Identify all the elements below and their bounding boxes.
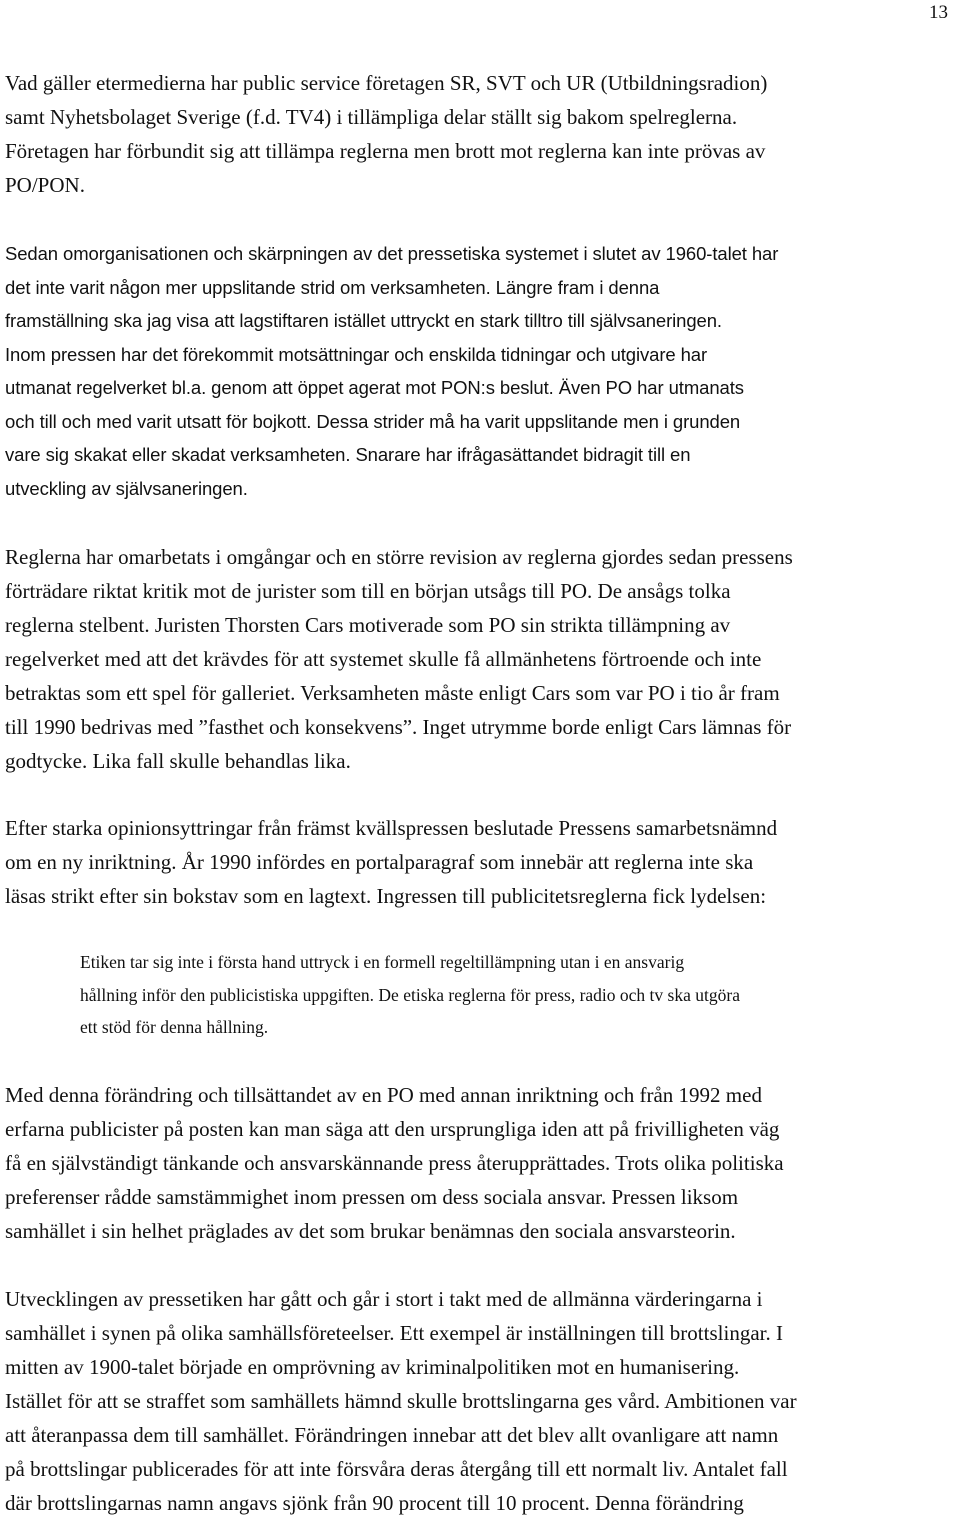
- paragraph-press-ethics-development: Utvecklingen av pressetiken har gått och går i stort i takt med de allmänna värderingarna i samhället i synen på olika samhällsföreteelser. Ett exempel är inställningen till brottslingar. I mitten av 1900-talet började en omprövning av kriminalpolitiken mot en humanisering. Istället för att se straffet som samhällets hämnd skulle brottslingarna ges vård. Ambitionen var att återanpassa dem till samhället. Förändringen innebar att det blev allt ovanligare att namn på brottslingar publicerades för att inte försvåra deras återgång till ett normalt liv. Antalet fall där brottslingarnas namn angavs sjönk från 90 procent till 10 procent. Denna förändring: [5, 1287, 797, 1515]
- paragraph-social-responsibility: Med denna förändring och tillsättandet av en PO med annan inriktning och från 1992 med erfarna publicister på posten kan man säga att den ursprungliga iden att på frivilligheten väg få en självständigt tänkande och ansvarskännande press återupprättades. Trots olika politiska preferenser rådde samstämmighet inom pressen om dess sociala ansvar. Pressen liksom samhället i sin helhet präglades av det som brukar benämnas den sociala ansvarsteorin.: [5, 1083, 784, 1243]
- paragraph-new-direction: Efter starka opinionsyttringar från främst kvällspressen beslutade Pressens samarbetsnämnd om en ny inriktning. År 1990 infördes en portalparagraf som innebär att reglerna inte ska läsas strikt efter sin bokstav som en lagtext. Ingressen till publicitetsreglerna fick lydelsen:: [5, 816, 778, 908]
- paragraph-reorganisation: Sedan omorganisationen och skärpningen av det pressetiska systemet i slutet av 1960-talet har det inte varit någon mer uppslitande strid om verksamheten. Längre fram i denna framställning ska jag visa att lagstiftaren istället uttryckt en stark tilltro till självsaneringen. Inom pressen har det förekommit motsättningar och enskilda tidningar och utgivare har utmanat regelverket bl.a. genom att öppet agerat mot PON:s beslut. Även PO har utmanats och till och med varit utsatt för bojkott. Dessa strider må ha varit uppslitande men i grunden vare sig skakat eller skadat verksamheten. Snarare har ifrågasättandet bidragit till en utveckling av självsaneringen.: [5, 243, 779, 499]
- paragraph-broadcasters: Vad gäller etermedierna har public service företagen SR, SVT och UR (Utbildningsradion) samt Nyhetsbolaget Sverige (f.d. TV4) i tillämpliga delar ställt sig bakom spelreglerna. Företagen har förbundit sig att tillämpa reglerna men brott mot reglerna kan inte prövas av PO/PON.: [5, 71, 768, 197]
- page-number: 13: [929, 2, 948, 23]
- block-quote-preamble: Etiken tar sig inte i första hand uttryck i en formell regeltillämpning utan i en ansvarig hållning inför den publicistiska uppgiften. De etiska reglerna för press, radio och tv ska utgöra ett stöd för denna hållning.: [80, 952, 740, 1037]
- paragraph-rule-revisions: Reglerna har omarbetats i omgångar och en större revision av reglerna gjordes sedan pressens förträdare riktat kritik mot de jurister som till en början utsågs till PO. De ansågs tolka reglerna stelbent. Juristen Thorsten Cars motiverade som PO sin strikta tillämpning av regelverket med att det krävdes för att systemet skulle få allmänhetens förtroende och inte betraktas som ett spel för galleriet. Verksamheten måste enligt Cars som var PO i tio år fram till 1990 bedrivas med ”fasthet och konsekvens”. Inget utrymme borde enligt Cars lämnas för godtycke. Lika fall skulle behandlas lika.: [5, 545, 793, 773]
